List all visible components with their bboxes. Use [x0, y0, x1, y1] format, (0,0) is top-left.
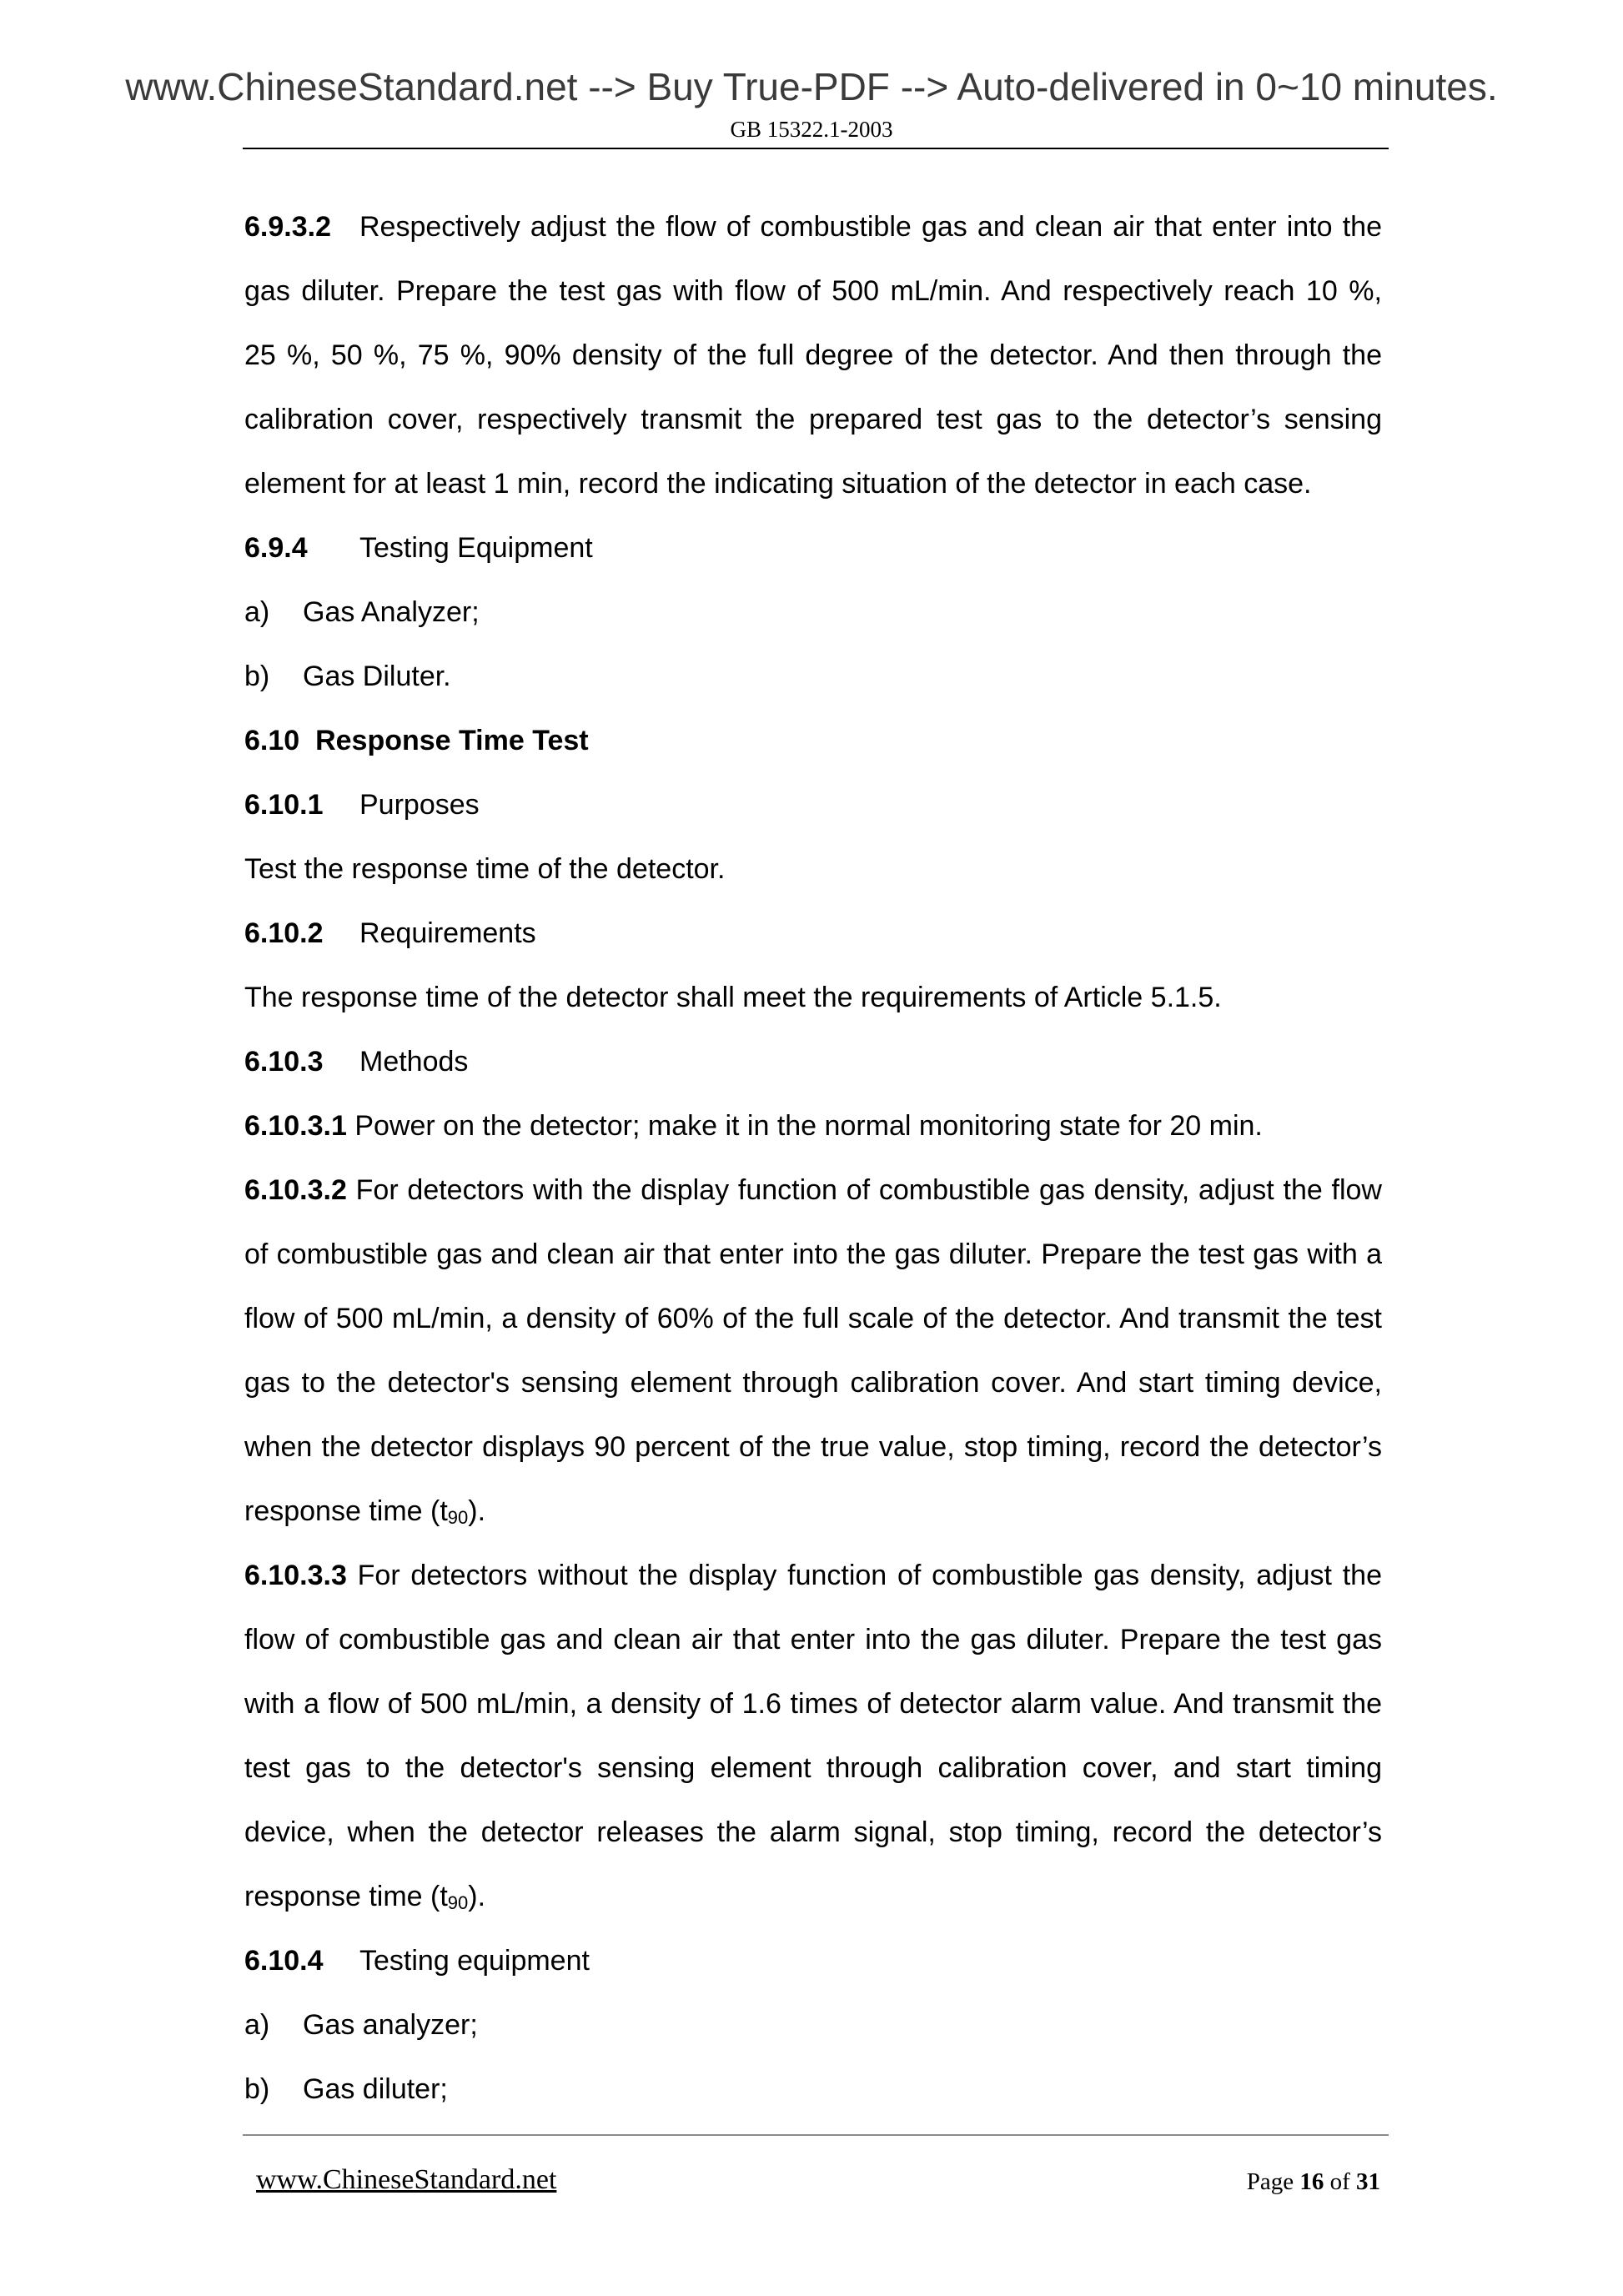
clause-heading	[244, 528, 1382, 568]
list-text: Gas diluter;	[303, 2073, 448, 2105]
page-of: of	[1329, 2168, 1350, 2195]
clause-text: For detectors without the display function of combustible gas density, adjust the	[357, 1560, 1382, 1591]
list-text: Gas Analyzer;	[303, 596, 480, 628]
list-item	[244, 656, 1382, 696]
page-current: 16	[1299, 2168, 1324, 2195]
list-marker: a)	[244, 2009, 270, 2041]
clause-number: 6.10.3	[244, 1046, 324, 1078]
clause-title: Purposes	[359, 789, 480, 821]
list-marker: a)	[244, 596, 270, 628]
clause-title: Requirements	[359, 917, 536, 949]
clause-number: 6.10.3.2	[244, 1174, 347, 1206]
clause-heading	[244, 1042, 1382, 1082]
page-word: Page	[1246, 2168, 1294, 2195]
list-marker: b)	[244, 661, 270, 692]
clause-heading	[244, 1941, 1382, 1981]
paragraph-line: device, when the detector releases the alarm signal, stop timing, record the detector’s	[244, 1816, 1382, 1848]
standard-number: GB 15322.1-2003	[730, 117, 893, 142]
footer-link[interactable]: www.ChineseStandard.net	[256, 2164, 557, 2195]
header-divider	[243, 148, 1389, 149]
subscript: 90	[447, 1507, 469, 1528]
list-item	[244, 2069, 1382, 2109]
paragraph-line: with a flow of 500 mL/min, a density of 1.6 times of detector alarm value. And transmit the	[244, 1688, 1382, 1720]
clause-title: Methods	[359, 1046, 469, 1078]
clause-heading	[244, 785, 1382, 825]
clause-text: ).	[468, 1881, 486, 1912]
paragraph-line	[244, 1491, 1382, 1531]
clause-title: Testing Equipment	[359, 532, 593, 564]
list-marker: b)	[244, 2073, 270, 2105]
clause-number: 6.9.3.2	[244, 211, 331, 243]
clause-number: 6.10.1	[244, 789, 324, 821]
list-text: Gas analyzer;	[303, 2009, 478, 2041]
clause-number: 6.9.4	[244, 532, 308, 564]
clause-number: 6.10.3.3	[244, 1560, 347, 1591]
clause-text: For detectors with the display function of combustible gas density, adjust the flow	[355, 1174, 1382, 1206]
clause-text: response time (t	[244, 1881, 448, 1912]
paragraph-line: test gas to the detector's sensing element through calibration cover, and start timing	[244, 1752, 1382, 1784]
clause-text: Respectively adjust the flow of combustible gas and clean air that enter into the	[359, 211, 1382, 243]
list-item	[244, 2005, 1382, 2045]
clause-number: 6.10.2	[244, 917, 324, 949]
paragraph-line	[244, 1555, 1382, 1595]
clause-title: Testing equipment	[359, 1945, 590, 1977]
paragraph-line: The response time of the detector shall meet the requirements of Article 5.1.5.	[244, 982, 1222, 1013]
paragraph-line: calibration cover, respectively transmit the prepared test gas to the detector’s sensing	[244, 404, 1382, 435]
paragraph-line	[244, 207, 1382, 247]
subscript: 90	[447, 1892, 469, 1913]
section-heading: 6.10 Response Time Test	[244, 725, 589, 756]
list-text: Gas Diluter.	[303, 661, 451, 692]
page-number	[1247, 2167, 1380, 2197]
page-total: 31	[1356, 2168, 1380, 2195]
paragraph-line: element for at least 1 min, record the indicating situation of the detector in each case.	[244, 468, 1312, 500]
paragraph-line	[244, 1106, 1382, 1146]
paragraph-line: of combustible gas and clean air that enter into the gas diluter. Prepare the test gas with a	[244, 1238, 1382, 1270]
clause-heading	[244, 913, 1382, 953]
paragraph-line	[244, 1170, 1382, 1210]
paragraph-line: Test the response time of the detector.	[244, 853, 726, 885]
paragraph-line: flow of combustible gas and clean air that enter into the gas diluter. Prepare the test gas	[244, 1624, 1382, 1655]
paragraph-line: 25 %, 50 %, 75 %, 90% density of the full degree of the detector. And then through the	[244, 339, 1382, 371]
paragraph-line: flow of 500 mL/min, a density of 60% of the full scale of the detector. And transmit the test	[244, 1303, 1382, 1334]
paragraph-line	[244, 1876, 1382, 1917]
clause-text: Power on the detector; make it in the normal monitoring state for 20 min.	[354, 1110, 1263, 1142]
list-item	[244, 592, 1382, 632]
clause-text: ).	[468, 1495, 486, 1527]
header-banner[interactable]: www.ChineseStandard.net --> Buy True-PDF --> Auto-delivered in 0~10 minutes.	[125, 65, 1498, 108]
paragraph-line: gas diluter. Prepare the test gas with flow of 500 mL/min. And respectively reach 10 %,	[244, 275, 1382, 307]
paragraph-line: when the detector displays 90 percent of the true value, stop timing, record the detector’s	[244, 1431, 1382, 1463]
clause-number: 6.10.4	[244, 1945, 324, 1977]
clause-text: response time (t	[244, 1495, 448, 1527]
clause-number: 6.10.3.1	[244, 1110, 347, 1142]
footer-divider	[243, 2134, 1389, 2136]
paragraph-line: gas to the detector's sensing element through calibration cover. And start timing device,	[244, 1367, 1382, 1399]
